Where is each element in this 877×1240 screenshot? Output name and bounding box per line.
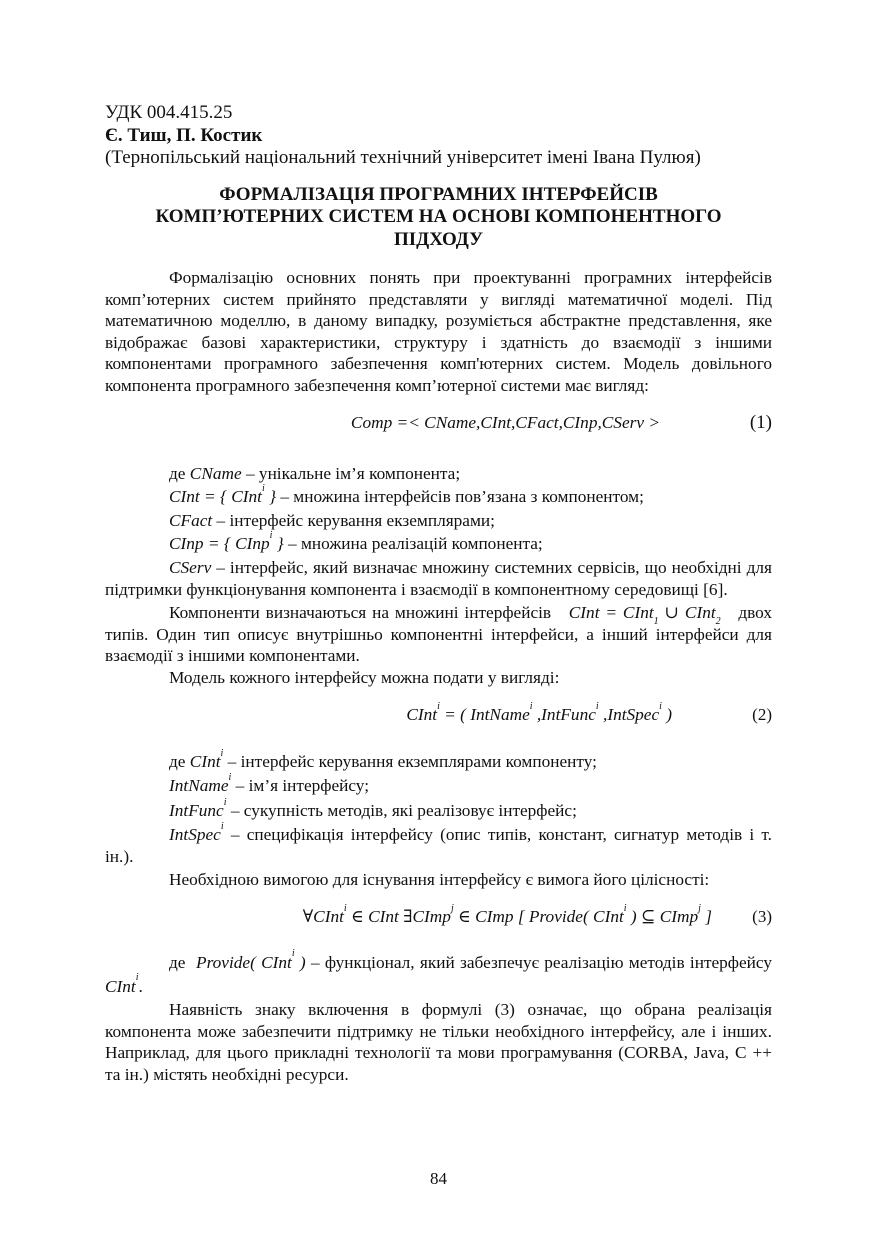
interface-definitions bbox=[105, 747, 772, 868]
affiliation: (Тернопільський національний технічний університет імені Івана Пулюя) bbox=[105, 147, 701, 168]
paper-page bbox=[105, 102, 772, 1085]
symbol-intfunc: IntFunc$^i$ bbox=[169, 796, 227, 820]
formula-3-number: (3) bbox=[752, 907, 772, 927]
def-cfact: CFact – інтерфейс керування екземплярами; bbox=[169, 510, 495, 530]
formula-1-number: (1) bbox=[749, 411, 772, 433]
title-line-2: КОМП’ЮТЕРНИХ СИСТЕМ НА ОСНОВІ КОМПОНЕНТНОГО bbox=[155, 206, 722, 227]
title-line-1: ФОРМАЛІЗАЦІЯ ПРОГРАМНИХ ІНТЕРФЕЙСІВ bbox=[219, 183, 658, 205]
paragraph-inclusion: Наявність знаку включення в формулі (3) означає, що обрана реалізація компонента може забезпечити підтримку не тільки необхідного інтерфейсу, але і інших. Наприклад, для цього прикладні технології та мови програмування (CORBA, Java, C ++ та ін.) містять необхідні ресурси. bbox=[105, 1000, 772, 1084]
def-cserv: CServ – інтерфейс, який визначає множину системних сервісів, що необхідні для підтримки функціонування компонента і взаємодії в компонентному середовищі [6]. bbox=[105, 557, 772, 599]
symbol-cint-i: CInt$^i$ bbox=[189, 747, 224, 771]
formula-2-expression: CInt$^i$ = ( IntName$^i$ ,IntFunc$^i$ ,IntSpec$^i$ ) bbox=[406, 700, 672, 724]
symbol-cint-i-2: CInt$^i$ bbox=[105, 972, 139, 997]
page-number: 84 bbox=[430, 1169, 447, 1188]
paper-title bbox=[105, 184, 772, 252]
def-cint: CInt = { CInt$^i$ } – множина інтерфейсів пов’язана з компонентом; bbox=[169, 483, 644, 507]
formula-2-number: (2) bbox=[752, 704, 772, 724]
symbol-provide: Provide( CInt$^i$ ) bbox=[196, 948, 306, 973]
symbol-intname: IntName$^i$ bbox=[169, 772, 232, 796]
symbol-cint: CInt = { CInt$^i$ } bbox=[169, 483, 276, 507]
formula-1 bbox=[105, 412, 772, 436]
def-cname: де CName – унікальне ім’я компонента; bbox=[169, 463, 461, 483]
paragraph-interface-model: Модель кожного інтерфейсу можна подати у вигляді: bbox=[169, 667, 560, 687]
def-intfunc: IntFunc$^i$ – сукупність методів, які реалізовує інтерфейс; bbox=[169, 796, 577, 820]
formula-3 bbox=[105, 903, 772, 930]
formula-1-expression: Comp =< CName,CInt,CFact,CInp,CServ > bbox=[350, 412, 660, 432]
paragraph-interface-types: Компоненти визначаються на множині інтерфейсів CInt = CInt$_1$ ∪ CInt$_2$ двох типів. Один тип описує внутрішньо компонентні інтерфейси, а інший інтерфейси для взаємодії з іншими компонентами. bbox=[105, 603, 772, 666]
formula-2 bbox=[105, 700, 772, 728]
def-intname: IntName$^i$ – ім’я інтерфейсу; bbox=[169, 772, 370, 796]
symbol-cname: CName bbox=[189, 463, 242, 483]
symbol-cfact: CFact bbox=[169, 510, 213, 530]
intro-paragraph: Формалізацію основних понять при проектуванні програмних інтерфейсів комп’ютерних систем прийнято представляти у вигляді математичної моделі. Під математичною моделлю, в даному випадку, розуміється абстрактне представлення, яке відображає базові характеристики, структуру і здатність до взаємодії з іншими компонентами програмного забезпечення комп'ютерних систем. Модель довільного компонента програмного забезпечення комп’ютерної системи має вигляд: bbox=[105, 268, 772, 395]
paragraph-integrity: Необхідною вимогою для існування інтерфейсу є вимога його цілісності: bbox=[169, 870, 710, 890]
title-line-3: ПІДХОДУ bbox=[393, 228, 484, 250]
paragraph-provide: де Provide( CInt$^i$ ) – функціонал, який забезпечує реалізацію методів інтерфейсу CInt$^i$. bbox=[105, 948, 773, 997]
def-cint-i: де CInt$^i$ – інтерфейс керування екземплярами компоненту; bbox=[169, 747, 597, 771]
formula-cint-union: CInt = CInt$_1$ ∪ CInt$_2$ bbox=[568, 603, 721, 627]
def-intspec: IntSpec$^i$ – специфікація інтерфейсу (опис типів, констант, сигнатур методів і т. ін.). bbox=[105, 821, 772, 866]
component-definitions bbox=[105, 463, 772, 601]
formula-3-expression: ∀CInt$^i$ ∈ CInt ∃CImp$^j$ ∈ CImp [ Provide( CInt$^i$ ) ⊆ CImp$^j$ ] bbox=[302, 903, 712, 927]
def-cinp: CInp = { CInp$^i$ } – множина реалізацій компонента; bbox=[169, 530, 543, 554]
symbol-cserv: CServ bbox=[169, 557, 212, 577]
authors: Є. Тиш, П. Костик bbox=[105, 124, 263, 146]
symbol-cinp: CInp = { CInp$^i$ } bbox=[169, 530, 284, 554]
udc-code: УДК 004.415.25 bbox=[105, 102, 233, 123]
symbol-intspec: IntSpec$^i$ bbox=[169, 821, 224, 845]
